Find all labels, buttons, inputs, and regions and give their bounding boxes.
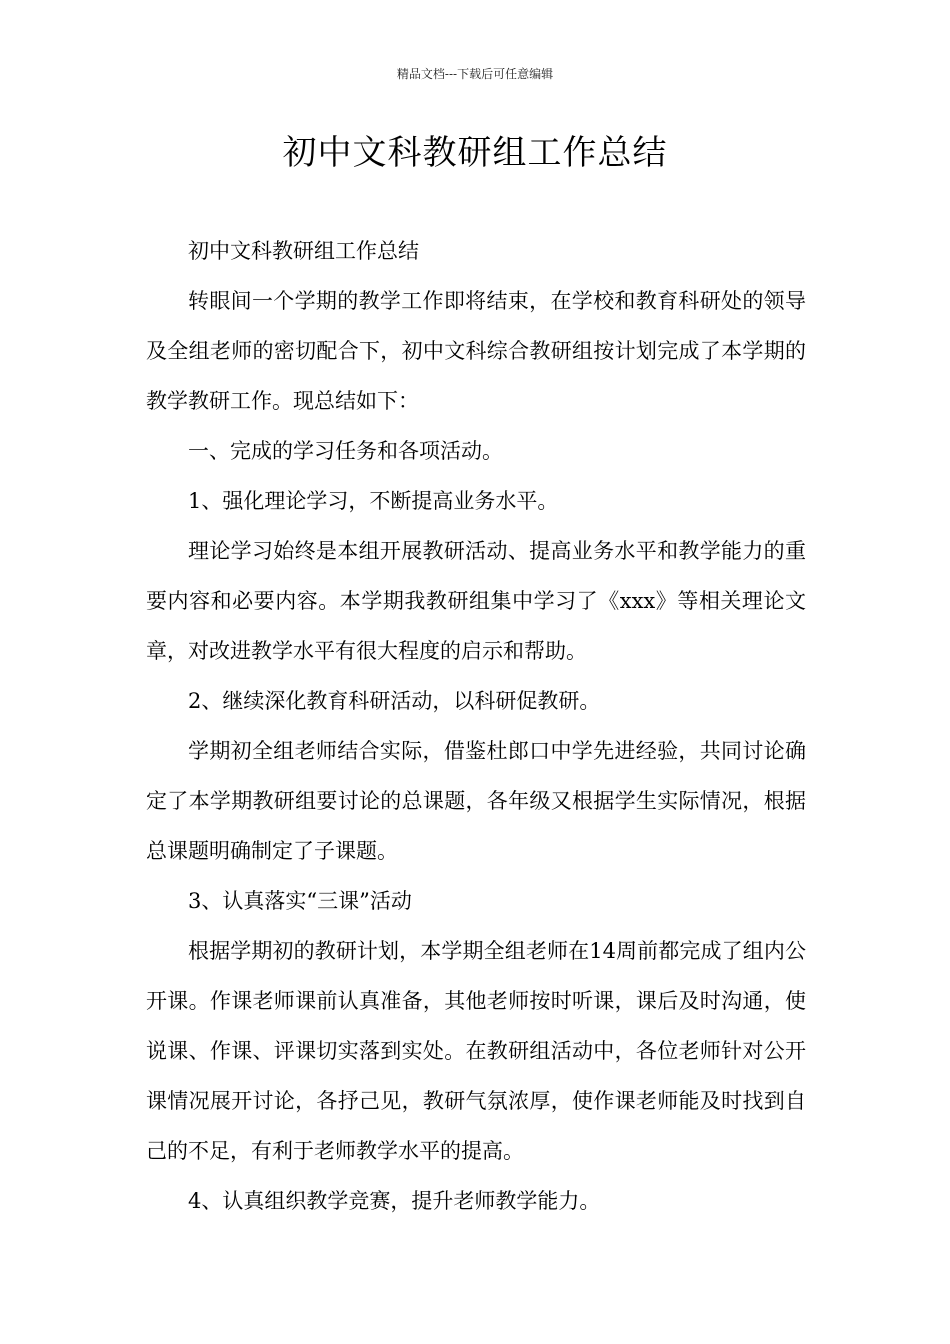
subheading-2: 2、继续深化教育科研活动，以科研促教研。 (188, 689, 601, 713)
paragraph-three-lessons: 根据学期初的教研计划，本学期全组老师在14周前都完成了组内公开课。作课老师课前认真准备，其他老师按时听课，课后及时沟通，使说课、作课、评课切实落到实处。在教研组活动中，各位老师针对公开课情况展开讨论，各抒己见，教研气氛浓厚，使作课老师能及时找到自己的不足，有利于老师教学水平的提高。 (146, 939, 806, 1163)
paragraph-theory-study: 理论学习始终是本组开展教研活动、提高业务水平和教学能力的重要内容和必要内容。本学期我教研组集中学习了《xxx》等相关理论文章，对改进教学水平有很大程度的启示和帮助。 (146, 539, 806, 663)
subheading-3: 3、认真落实“三课”活动 (188, 889, 412, 913)
section-heading-1: 一、完成的学习任务和各项活动。 (188, 439, 503, 463)
header-note: 精品文档---下载后可任意编辑 (396, 67, 554, 81)
subheading-4: 4、认真组织教学竞赛，提升老师教学能力。 (188, 1189, 601, 1213)
document-title: 初中文科教研组工作总结 (282, 133, 668, 173)
subheading-1: 1、强化理论学习，不断提高业务水平。 (188, 489, 559, 513)
paragraph-intro: 转眼间一个学期的教学工作即将结束，在学校和教育科研处的领导及全组老师的密切配合下，初中文科综合教研组按计划完成了本学期的教学教研工作。现总结如下： (146, 289, 806, 413)
paragraph-subtitle: 初中文科教研组工作总结 (188, 239, 419, 263)
document-body (146, 226, 806, 1226)
paragraph-research: 学期初全组老师结合实际，借鉴杜郎口中学先进经验，共同讨论确定了本学期教研组要讨论的总课题，各年级又根据学生实际情况，根据总课题明确制定了子课题。 (146, 739, 806, 863)
